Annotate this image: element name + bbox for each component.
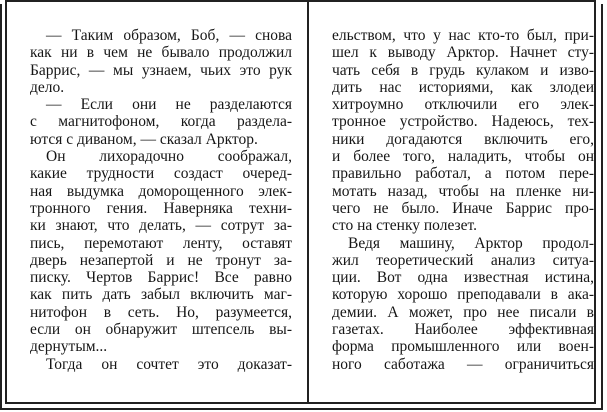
- text-line: которую хорошо преподавали в ака-: [332, 286, 594, 304]
- page-left-text: [30, 27, 292, 373]
- text-line: чать себя в грудь кулаком и изво-: [332, 61, 594, 79]
- spine-divider: [307, 2, 309, 402]
- text-line: дить нас историями, как злодеи: [332, 78, 594, 96]
- text-line: ельством, что у нас кто-то был, при-: [332, 27, 594, 44]
- text-line: правильно работал, а потом пере-: [332, 165, 594, 183]
- text-line: Тогда он сочтет это доказат-: [46, 355, 292, 373]
- text-line: дернутым...: [30, 338, 108, 356]
- text-line: Баррис, — мы узнаем, чьих это рук: [30, 61, 292, 79]
- text-line: шел к выводу Арктор. Начнет сту-: [332, 44, 594, 62]
- text-line: ются с диваном, — сказал Арктор.: [30, 130, 258, 148]
- text-line: если он обнаружит штепсель вы-: [30, 321, 292, 339]
- text-line: как ни в чем не бывало продолжил: [30, 44, 292, 62]
- open-book: [5, 0, 596, 404]
- text-line: ники догадаются включить его,: [332, 130, 594, 148]
- text-line: как пить дать забыл включить маг-: [30, 286, 292, 304]
- text-line: форма промышленного или воен-: [332, 338, 594, 356]
- text-line: дело.: [30, 78, 65, 96]
- text-line: — Если они не разделаются: [46, 96, 292, 114]
- text-line: ции. Вот одна известная истина,: [332, 269, 594, 287]
- text-line: жил теоретический анализ ситуа-: [332, 251, 594, 269]
- text-line: сто на стенку полезет.: [332, 217, 478, 235]
- text-line: с магнитофоном, когда раздела-: [30, 113, 292, 131]
- page-right-text: [332, 27, 594, 373]
- text-line: и более того, наладить, чтобы он: [332, 148, 594, 166]
- text-line: чего не было. Иначе Баррис про-: [332, 199, 594, 217]
- text-line: писку. Чертов Баррис! Все равно: [30, 269, 292, 287]
- text-line: пись, перемотают ленту, оставят: [30, 234, 292, 252]
- text-line: Он лихорадочно соображал,: [46, 148, 292, 166]
- text-line: дверь незапертой и не тронут за-: [30, 251, 292, 269]
- text-line: хитроумно отключили его элек-: [332, 96, 594, 114]
- text-line: — Таким образом, Боб, — снова: [46, 27, 292, 44]
- text-line: нитофон в сеть. Но, разумеется,: [30, 303, 292, 321]
- text-line: демии. А может, про нее писали в: [332, 303, 594, 321]
- text-line: ная выдумка доморощенного элек-: [30, 182, 292, 200]
- text-line: какие трудности создаст очеред-: [30, 165, 292, 183]
- text-line: Ведя машину, Арктор продол-: [348, 234, 594, 252]
- text-line: ки знают, что делать, — сотрут за-: [30, 217, 292, 235]
- text-line: тронное устройство. Надеюсь, тех-: [332, 113, 594, 131]
- text-line: мотать назад, чтобы на пленке ни-: [332, 182, 594, 200]
- text-line: газетах. Наиболее эффективная: [332, 321, 594, 339]
- text-line: тронного гения. Наверняка техни-: [30, 199, 292, 217]
- text-line: ного саботажа — ограничиться: [332, 355, 594, 373]
